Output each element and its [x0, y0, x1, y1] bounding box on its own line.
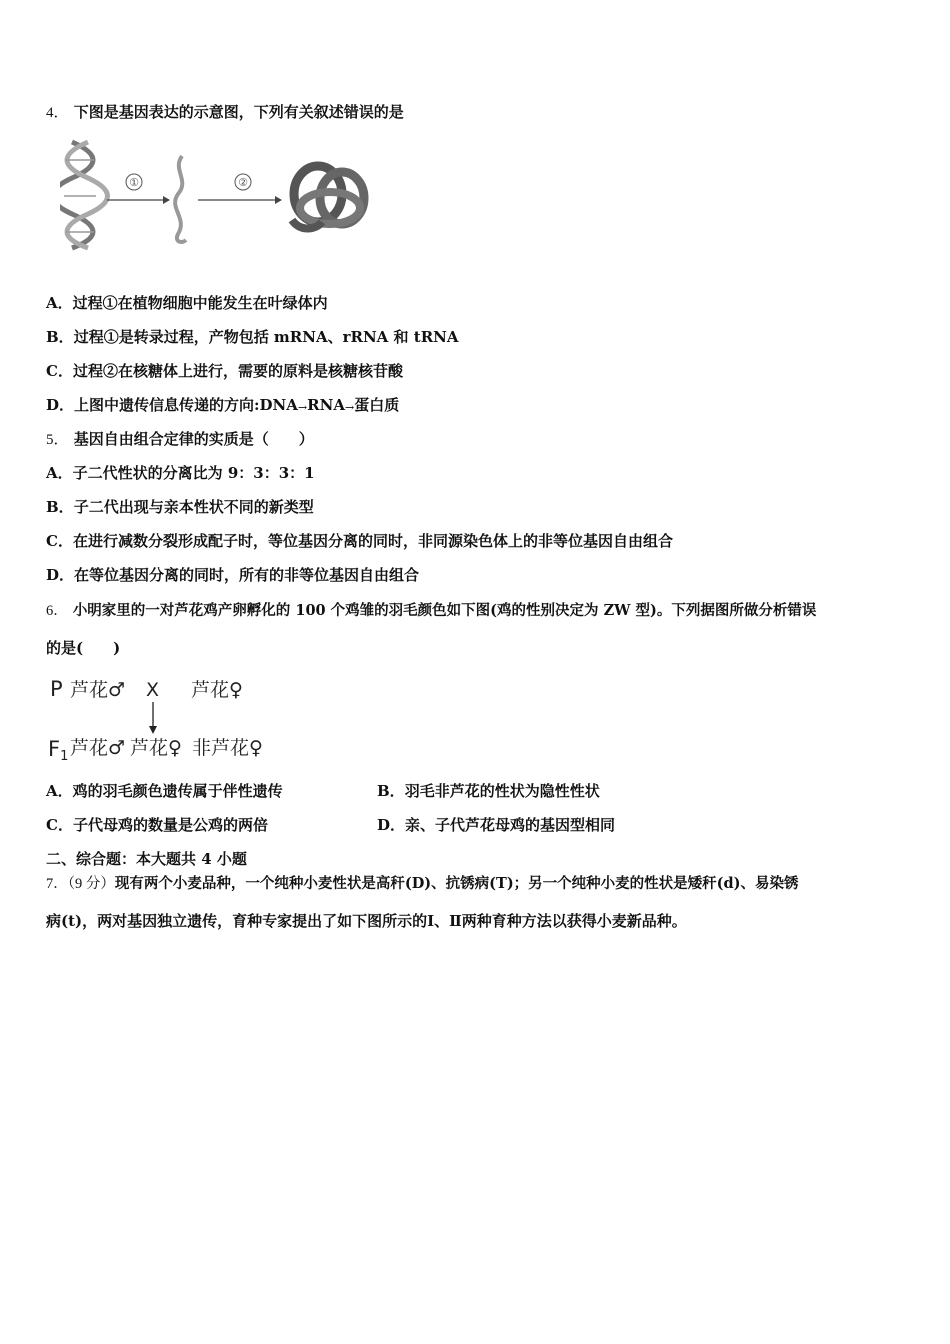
- q6-stem-line1: [46, 601, 816, 621]
- q5-option-a: [46, 463, 315, 483]
- option-label: B．: [377, 782, 405, 800]
- q4-option-d: [46, 395, 399, 417]
- option-text: 子二代出现与亲本性状不同的新类型: [73, 498, 314, 516]
- q5-option-b: [46, 497, 314, 517]
- q5-stem: [46, 429, 314, 450]
- option-text: 蛋白质: [354, 396, 400, 414]
- option-label: D．: [377, 816, 406, 834]
- mrna-strand-icon: [175, 156, 186, 242]
- q5-stem-text: 基因自由组合定律的实质是（ ）: [73, 430, 314, 448]
- option-text: 过程①是转录过程，产物包括 mRNA、rRNA 和 tRNA: [73, 328, 459, 346]
- option-label: B．: [46, 498, 74, 516]
- p-male-label: 芦花♂: [70, 679, 126, 701]
- arrow-icon: →: [297, 401, 308, 414]
- q4-option-b: [46, 327, 459, 347]
- chicken-cross-figure: [46, 670, 276, 770]
- option-label: C．: [46, 816, 73, 834]
- q7-score: （9 分）: [67, 876, 115, 892]
- option-text: 子代母鸡的数量是公鸡的两倍: [72, 816, 268, 834]
- q7-line1: [46, 874, 799, 894]
- option-label: B．: [46, 328, 74, 346]
- option-label: A．: [46, 464, 73, 482]
- q6-option-b: [377, 781, 600, 801]
- q5-option-c: [46, 531, 673, 551]
- protein-icon: [292, 166, 364, 229]
- q6-stem-text: 小明家里的一对芦花鸡产卵孵化的 100 个鸡雏的羽毛颜色如下图(鸡的性别决定为 ZW 型)。下列据图所做分析错误: [72, 602, 817, 619]
- q4-stem: [46, 102, 404, 123]
- option-label: A．: [46, 294, 73, 312]
- p-generation-label: P: [50, 677, 63, 701]
- q6-option-d: [377, 815, 615, 835]
- arrow-icon: →: [344, 401, 355, 414]
- f1-male-label: 芦花♂: [70, 737, 126, 759]
- f1-female-label: 芦花♀: [130, 737, 182, 759]
- q7-line2: 病(t)，两对基因独立遗传，育种专家提出了如下图所示的Ⅰ、Ⅱ两种育种方法以获得小麦新品种。: [46, 912, 687, 930]
- option-text: RNA: [307, 396, 345, 414]
- q4-stem-text: 下图是基因表达的示意图，下列有关叙述错误的是: [73, 103, 404, 121]
- option-label: D．: [46, 566, 75, 584]
- option-text: 亲、子代芦花母鸡的基因型相同: [405, 816, 616, 834]
- option-label: A．: [46, 782, 73, 800]
- option-label: C．: [46, 362, 73, 380]
- f1-letter: F: [48, 737, 61, 761]
- q5-option-d: [46, 565, 419, 585]
- option-text: 在进行减数分裂形成配子时，等位基因分离的同时，非同源染色体上的非等位基因自由组合: [72, 532, 673, 550]
- section-title: 二、综合题：本大题共 4 小题: [46, 850, 247, 868]
- option-text: 过程②在核糖体上进行，需要的原料是核糖核苷酸: [72, 362, 403, 380]
- q7-text-line1: 现有两个小麦品种，一个纯种小麦性状是高秆(D)、抗锈病(T)；另一个纯种小麦的性状是矮秆(d)、易染锈: [114, 875, 799, 892]
- option-text: 羽毛非芦花的性状为隐性性状: [404, 782, 600, 800]
- option-label: D．: [46, 396, 75, 414]
- option-text: 子二代性状的分离比为 9：3：3：1: [72, 464, 315, 482]
- q4-number: 4．: [46, 105, 69, 121]
- option-text: 过程①在植物细胞中能发生在叶绿体内: [72, 294, 328, 312]
- q6-stem-line2: 的是( ): [46, 639, 121, 657]
- option-text: 在等位基因分离的同时，所有的非等位基因自由组合: [74, 566, 420, 584]
- f1-female-non-label: 非芦花♀: [192, 737, 263, 759]
- q6-number: 6．: [46, 603, 68, 619]
- cross-symbol: X: [146, 679, 160, 701]
- q7-number: 7．: [46, 876, 68, 892]
- option-label: C．: [46, 532, 73, 550]
- q6-option-c: [46, 815, 268, 835]
- q4-option-c: [46, 361, 403, 381]
- step-1-label: ①: [129, 176, 139, 189]
- p-female-label: 芦花♀: [191, 679, 243, 701]
- q6-option-a: [46, 781, 283, 801]
- option-text: 鸡的羽毛颜色遗传属于伴性遗传: [72, 782, 283, 800]
- step-2-label: ②: [238, 176, 248, 189]
- q4-option-a: [46, 293, 328, 313]
- q5-number: 5．: [46, 432, 69, 448]
- dna-helix-icon: [60, 142, 108, 248]
- option-text: 上图中遗传信息传递的方向:DNA: [74, 396, 298, 414]
- f1-generation-label: [48, 737, 68, 764]
- gene-expression-figure: [60, 138, 390, 256]
- f1-subscript: 1: [60, 749, 69, 764]
